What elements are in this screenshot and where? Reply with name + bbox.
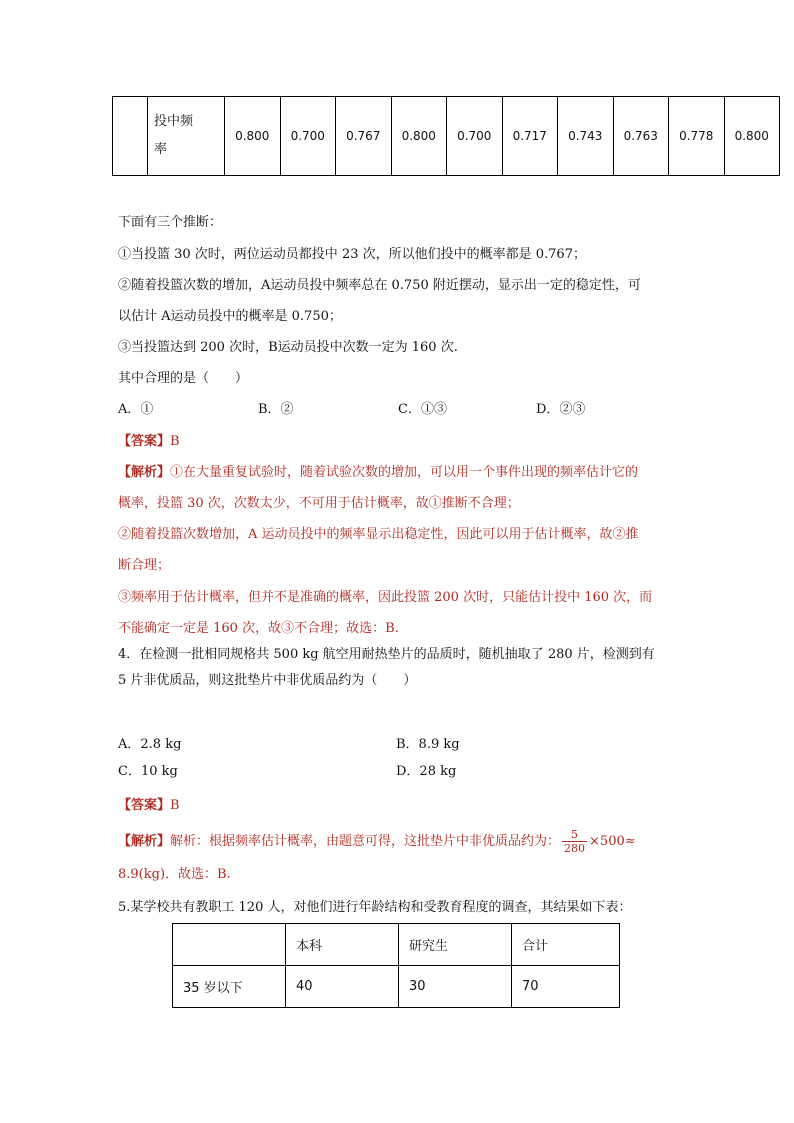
teacher-survey-table xyxy=(172,923,620,1008)
value-cell: 0.767 xyxy=(336,97,392,176)
q4-line2: 5 片非优质品，则这批垫片中非优质品约为（ ） xyxy=(118,673,417,688)
analysis-text: 解析：根据频率估计概率，由题意可得，这批垫片中非优质品约为： xyxy=(170,834,561,849)
value-cell: 0.800 xyxy=(724,97,780,176)
row-label-line1: 投中频 xyxy=(154,114,194,129)
table-row xyxy=(113,97,780,176)
table-cell: 40 xyxy=(286,966,399,1008)
header-cell: 研究生 xyxy=(399,924,512,966)
q3-answer xyxy=(118,432,180,452)
q3-statement-3: ③当投篮达到 200 次时，B运动员投中次数一定为 160 次. xyxy=(118,340,458,355)
fraction-numerator: 5 xyxy=(562,828,587,842)
q4-option-b: B．8.9 kg xyxy=(396,737,460,752)
q4-option-d: D．28 kg xyxy=(396,764,457,779)
table-header-row xyxy=(173,924,620,966)
q4-answer xyxy=(118,796,180,816)
value-cell: 0.700 xyxy=(447,97,503,176)
table-cell: 70 xyxy=(512,966,620,1008)
frequency-table xyxy=(112,96,780,176)
value-cell: 0.763 xyxy=(613,97,669,176)
value-cell: 0.778 xyxy=(669,97,725,176)
q3-analysis-line6: 不能确定一定是 160 次，故③不合理；故选：B. xyxy=(118,621,399,636)
value-cell: 0.800 xyxy=(391,97,447,176)
analysis-text: ①在大量重复试验时，随着试验次数的增加，可以用一个事件出现的频率估计它的 xyxy=(170,465,639,480)
q3-option-b: B．② xyxy=(258,402,294,417)
q3-option-a: A．① xyxy=(118,402,154,417)
answer-value: B xyxy=(170,798,180,813)
table-row xyxy=(173,966,620,1008)
fraction-denominator: 280 xyxy=(564,842,586,855)
fraction-tail: ×500≈ xyxy=(589,834,636,849)
value-cell: 0.743 xyxy=(558,97,614,176)
answer-tag: 【答案】 xyxy=(118,798,171,813)
row-label-cell xyxy=(148,97,225,176)
q3-statement-2-line2: 以估计 A运动员投中的概率是 0.750； xyxy=(118,309,342,324)
q3-intro: 下面有三个推断： xyxy=(118,215,223,230)
analysis-tag: 【解析】 xyxy=(118,834,171,849)
q3-option-c: C．①③ xyxy=(398,402,447,417)
q3-option-d: D．②③ xyxy=(536,402,586,417)
q3-analysis-line1 xyxy=(118,463,638,483)
value-cell: 0.700 xyxy=(280,97,336,176)
q3-question: 其中合理的是（ ） xyxy=(118,371,249,386)
row-label-cell: 35 岁以下 xyxy=(173,966,286,1008)
q4-analysis-line1 xyxy=(118,828,636,855)
q3-statement-1: ①当投篮 30 次时，两位运动员都投中 23 次，所以他们投中的概率都是 0.767； xyxy=(118,247,586,262)
q4-analysis-line2: 8.9(kg)．故选：B. xyxy=(118,867,231,882)
q3-analysis-line3: ②随着投篮次数增加，A 运动员投中的频率显示出稳定性，因此可以用于估计概率，故②推 xyxy=(118,527,639,542)
empty-cell xyxy=(113,97,148,176)
value-cell: 0.800 xyxy=(225,97,281,176)
table-cell: 30 xyxy=(399,966,512,1008)
header-cell: 合计 xyxy=(512,924,620,966)
answer-tag: 【答案】 xyxy=(118,434,171,449)
header-cell xyxy=(173,924,286,966)
q4-option-a: A．2.8 kg xyxy=(118,737,182,752)
q3-analysis-line2: 概率，投篮 30 次，次数太少，不可用于估计概率，故①推断不合理； xyxy=(118,496,520,511)
q3-analysis-line4: 断合理； xyxy=(118,558,171,573)
value-cell: 0.717 xyxy=(502,97,558,176)
row-label-line2: 率 xyxy=(154,142,168,157)
q3-statement-2-line1: ②随着投篮次数的增加，A运动员投中频率总在 0.750 附近摆动，显示出一定的稳定性，可 xyxy=(118,278,641,293)
fraction xyxy=(562,828,587,855)
q5-line1: 5.某学校共有教职工 120 人，对他们进行年龄结构和受教育程度的调查，其结果如下表： xyxy=(118,900,632,915)
analysis-tag: 【解析】 xyxy=(118,465,171,480)
q3-analysis-line5: ③频率用于估计概率，但并不是准确的概率，因此投篮 200 次时，只能估计投中 160 次，而 xyxy=(118,590,653,605)
answer-value: B xyxy=(170,434,180,449)
q4-option-c: C．10 kg xyxy=(118,764,178,779)
header-cell: 本科 xyxy=(286,924,399,966)
q4-line1: 4．在检测一批相同规格共 500 kg 航空用耐热垫片的品质时，随机抽取了 280 片，检测到有 xyxy=(118,647,655,662)
